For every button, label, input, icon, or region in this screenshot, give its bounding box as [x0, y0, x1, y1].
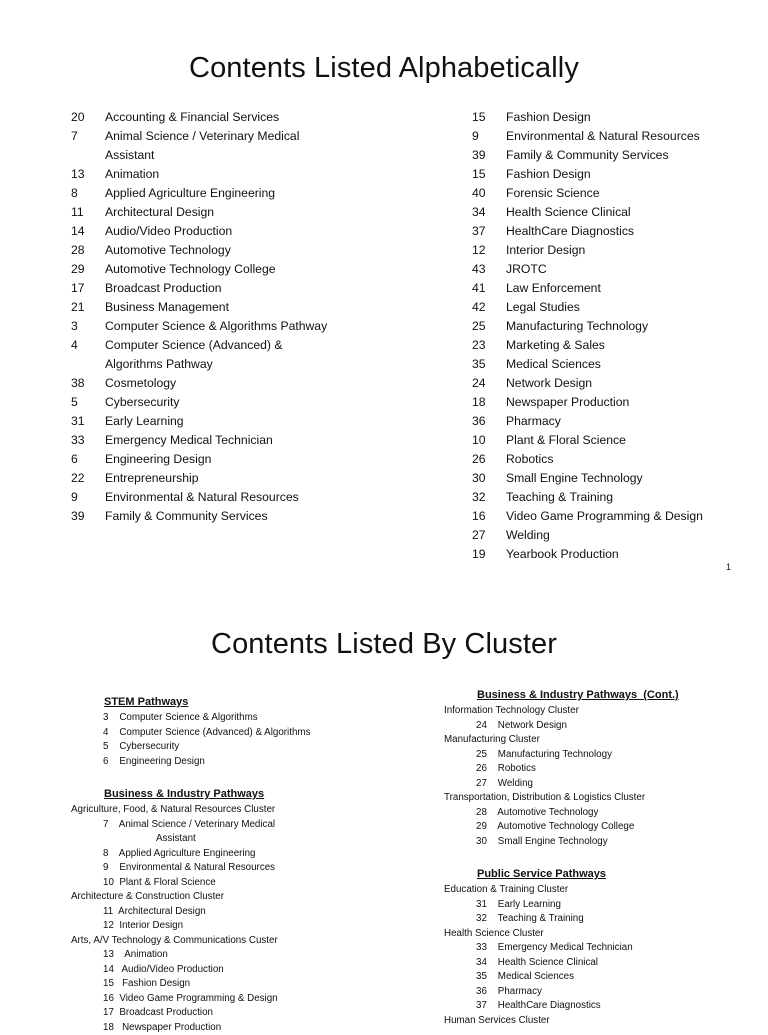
toc-entry-label: Cybersecurity: [105, 393, 180, 412]
cluster-entry: 34 Health Science Clinical: [444, 956, 744, 971]
toc-entry-label: Health Science Clinical: [506, 203, 631, 222]
toc-entry-page: 32: [472, 488, 486, 507]
toc-entry-label: Medical Sciences: [506, 355, 601, 374]
toc-entry-page: 25: [472, 317, 486, 336]
toc-entry-page: 9: [71, 488, 78, 507]
toc-entry-label: HealthCare Diagnostics: [506, 222, 634, 241]
toc-entry-label: Fashion Design: [506, 165, 591, 184]
toc-entry-page: 19: [472, 545, 486, 564]
toc-entry-label: Audio/Video Production: [105, 222, 232, 241]
toc-entry-label: Robotics: [506, 450, 553, 469]
toc-entry-label: Business Management: [105, 298, 229, 317]
toc-entry-page: 40: [472, 184, 486, 203]
page-number: 1: [726, 562, 731, 572]
toc-entry-page: 18: [472, 393, 486, 412]
toc-entry-label: Yearbook Production: [506, 545, 619, 564]
cluster-entry: 8 Applied Agriculture Engineering: [71, 847, 401, 862]
toc-entry-label: Computer Science (Advanced) &: [105, 336, 282, 355]
toc-entry-label: Architectural Design: [105, 203, 214, 222]
toc-entry-label: Forensic Science: [506, 184, 599, 203]
toc-entry-page: 7: [71, 127, 78, 146]
cluster-name: Manufacturing Cluster: [444, 733, 744, 748]
toc-entry-label: Applied Agriculture Engineering: [105, 184, 275, 203]
toc-entry-label: Assistant: [105, 146, 154, 165]
cluster-entry: 17 Broadcast Production: [71, 1006, 401, 1021]
toc-entry-label: Network Design: [506, 374, 592, 393]
toc-entry-label: Newspaper Production: [506, 393, 629, 412]
toc-entry-label: Family & Community Services: [105, 507, 268, 526]
cluster-entry: 28 Automotive Technology: [444, 806, 744, 821]
pathway-heading: STEM Pathways: [71, 693, 401, 711]
toc-entry-page: 5: [71, 393, 78, 412]
spacer: [444, 849, 744, 865]
cluster-entry: 3 Computer Science & Algorithms: [71, 711, 401, 726]
toc-entry-label: Welding: [506, 526, 550, 545]
toc-entry-page: 22: [71, 469, 85, 488]
toc-entry-label: Entrepreneurship: [105, 469, 199, 488]
toc-entry-page: 26: [472, 450, 486, 469]
cluster-entry: 26 Robotics: [444, 762, 744, 777]
toc-entry-page: 33: [71, 431, 85, 450]
toc-entry-label: Pharmacy: [506, 412, 561, 431]
cluster-entry: 11 Architectural Design: [71, 905, 401, 920]
toc-entry-page: 9: [472, 127, 479, 146]
cluster-entry: 13 Animation: [71, 948, 401, 963]
toc-entry-page: 6: [71, 450, 78, 469]
toc-entry-page: 16: [472, 507, 486, 526]
toc-entry-page: 17: [71, 279, 85, 298]
toc-entry-page: 12: [472, 241, 486, 260]
toc-entry-page: 38: [71, 374, 85, 393]
toc-entry-page: 34: [472, 203, 486, 222]
cluster-entry: 30 Small Engine Technology: [444, 835, 744, 850]
toc-entry-page: 35: [472, 355, 486, 374]
cluster-entry: 6 Engineering Design: [71, 755, 401, 770]
toc-entry-label: Engineering Design: [105, 450, 211, 469]
toc-entry-label: Algorithms Pathway: [105, 355, 213, 374]
toc-entry-label: Animation: [105, 165, 159, 184]
toc-entry-label: Automotive Technology College: [105, 260, 276, 279]
cluster-title: Contents Listed By Cluster: [0, 628, 768, 661]
toc-entry-page: 21: [71, 298, 85, 317]
toc-entry-label: Manufacturing Technology: [506, 317, 648, 336]
toc-entry-page: 27: [472, 526, 486, 545]
toc-entry-label: Interior Design: [506, 241, 585, 260]
toc-entry-label: Teaching & Training: [506, 488, 613, 507]
toc-entry-label: Automotive Technology: [105, 241, 231, 260]
toc-entry-label: Small Engine Technology: [506, 469, 643, 488]
cluster-entry: 25 Manufacturing Technology: [444, 748, 744, 763]
cluster-entry: 5 Cybersecurity: [71, 740, 401, 755]
toc-entry-page: 4: [71, 336, 78, 355]
toc-entry-page: 15: [472, 165, 486, 184]
cluster-name: Human Services Cluster: [444, 1014, 744, 1029]
cluster-entry: Assistant: [71, 832, 401, 847]
toc-entry-page: 43: [472, 260, 486, 279]
cluster-entry: 29 Automotive Technology College: [444, 820, 744, 835]
cluster-entry: 9 Environmental & Natural Resources: [71, 861, 401, 876]
toc-entry-page: 20: [71, 108, 85, 127]
toc-entry-label: Broadcast Production: [105, 279, 222, 298]
toc-entry-label: Fashion Design: [506, 108, 591, 127]
cluster-right-column: [444, 686, 744, 1028]
cluster-entry: 31 Early Learning: [444, 898, 744, 913]
toc-entry-label: Computer Science & Algorithms Pathway: [105, 317, 327, 336]
cluster-entry: 24 Network Design: [444, 719, 744, 734]
toc-entry-label: Environmental & Natural Resources: [506, 127, 700, 146]
cluster-entry: 18 Newspaper Production: [71, 1021, 401, 1035]
toc-entry-page: 15: [472, 108, 486, 127]
toc-entry-label: Animal Science / Veterinary Medical: [105, 127, 299, 146]
cluster-left-column: [71, 693, 401, 1035]
cluster-entry: 14 Audio/Video Production: [71, 963, 401, 978]
toc-entry-page: 13: [71, 165, 85, 184]
toc-entry-page: 36: [472, 412, 486, 431]
toc-entry-page: 28: [71, 241, 85, 260]
toc-entry-label: Accounting & Financial Services: [105, 108, 279, 127]
cluster-name: Transportation, Distribution & Logistics Cluster: [444, 791, 744, 806]
toc-entry-label: Legal Studies: [506, 298, 580, 317]
cluster-name: Agriculture, Food, & Natural Resources Cluster: [71, 803, 401, 818]
toc-entry-label: Law Enforcement: [506, 279, 601, 298]
toc-entry-label: Video Game Programming & Design: [506, 507, 703, 526]
toc-entry-label: Cosmetology: [105, 374, 176, 393]
cluster-entry: 16 Video Game Programming & Design: [71, 992, 401, 1007]
cluster-entry: 32 Teaching & Training: [444, 912, 744, 927]
toc-entry-page: 10: [472, 431, 486, 450]
spacer: [71, 769, 401, 785]
cluster-entry: 27 Welding: [444, 777, 744, 792]
cluster-entry: 12 Interior Design: [71, 919, 401, 934]
toc-entry-label: Family & Community Services: [506, 146, 669, 165]
pathway-heading: Public Service Pathways: [444, 865, 744, 883]
cluster-entry: 37 HealthCare Diagnostics: [444, 999, 744, 1014]
cluster-name: Information Technology Cluster: [444, 704, 744, 719]
cluster-name: Arts, A/V Technology & Communications Custer: [71, 934, 401, 949]
toc-entry-page: 24: [472, 374, 486, 393]
cluster-name: Architecture & Construction Cluster: [71, 890, 401, 905]
cluster-entry: 15 Fashion Design: [71, 977, 401, 992]
toc-entry-page: 8: [71, 184, 78, 203]
pathway-heading: Business & Industry Pathways: [71, 785, 401, 803]
toc-entry-label: Emergency Medical Technician: [105, 431, 273, 450]
toc-entry-page: 31: [71, 412, 85, 431]
toc-entry-page: 39: [71, 507, 85, 526]
cluster-name: Education & Training Cluster: [444, 883, 744, 898]
alphabetical-title: Contents Listed Alphabetically: [0, 52, 768, 85]
cluster-entry: 35 Medical Sciences: [444, 970, 744, 985]
toc-entry-page: 41: [472, 279, 486, 298]
toc-entry-page: 42: [472, 298, 486, 317]
toc-entry-page: 39: [472, 146, 486, 165]
toc-entry-page: 14: [71, 222, 85, 241]
pathway-heading: Business & Industry Pathways (Cont.): [444, 686, 744, 704]
toc-entry-page: 23: [472, 336, 486, 355]
cluster-entry: 33 Emergency Medical Technician: [444, 941, 744, 956]
toc-entry-label: Plant & Floral Science: [506, 431, 626, 450]
toc-entry-page: 11: [71, 203, 84, 222]
toc-entry-page: 30: [472, 469, 486, 488]
cluster-entry: 4 Computer Science (Advanced) & Algorithms: [71, 726, 401, 741]
toc-entry-label: JROTC: [506, 260, 547, 279]
toc-entry-label: Environmental & Natural Resources: [105, 488, 299, 507]
toc-entry-page: 37: [472, 222, 486, 241]
cluster-entry: 36 Pharmacy: [444, 985, 744, 1000]
cluster-entry: 7 Animal Science / Veterinary Medical: [71, 818, 401, 833]
toc-entry-page: 29: [71, 260, 85, 279]
toc-entry-label: Early Learning: [105, 412, 184, 431]
cluster-name: Health Science Cluster: [444, 927, 744, 942]
toc-entry-label: Marketing & Sales: [506, 336, 605, 355]
toc-entry-page: 3: [71, 317, 78, 336]
cluster-entry: 10 Plant & Floral Science: [71, 876, 401, 891]
